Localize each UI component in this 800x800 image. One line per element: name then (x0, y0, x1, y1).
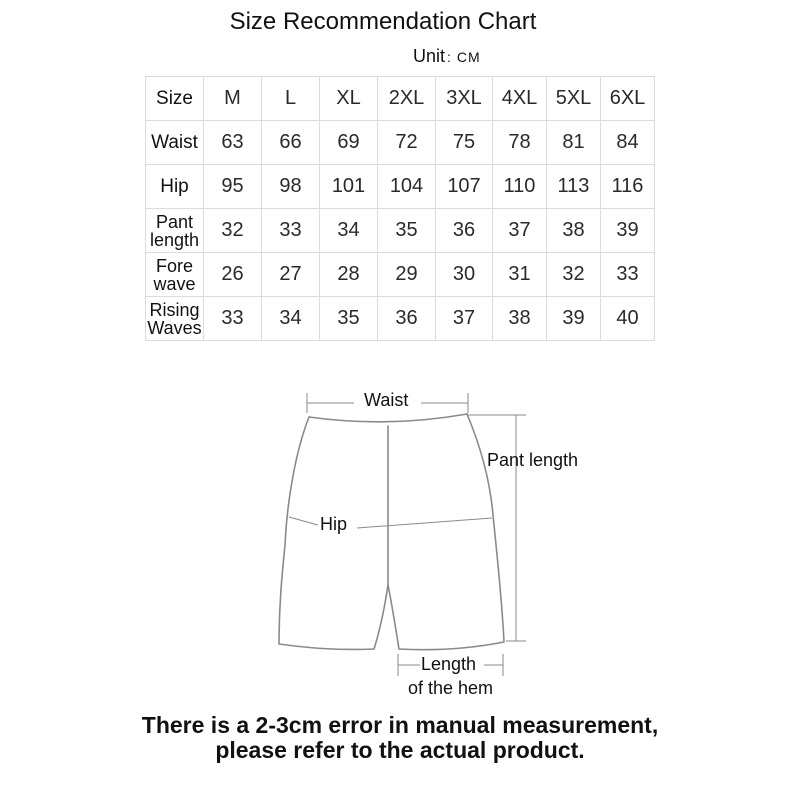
table-cell: 63 (204, 121, 262, 165)
disclaimer-line1: There is a 2-3cm error in manual measurement, (141, 712, 659, 738)
table-cell: 38 (493, 297, 547, 341)
table-cell: 78 (493, 121, 547, 165)
table-cell: 72 (378, 121, 436, 165)
unit-value: CM (456, 49, 481, 65)
table-cell: 26 (204, 253, 262, 297)
size-header-cell: 3XL (436, 77, 493, 121)
chart-title: Size Recommendation Chart (229, 8, 537, 35)
waistband-outline (309, 414, 467, 422)
row-label-line: length (149, 229, 200, 250)
table-cell: 38 (547, 209, 601, 253)
hip-line-left (289, 517, 318, 525)
disclaimer-line2: please refer to the actual product. (215, 737, 585, 763)
table-cell: 104 (378, 165, 436, 209)
table-cell: 31 (493, 253, 547, 297)
table-cell: 33 (204, 297, 262, 341)
pant-length-label: Pant length (487, 450, 579, 470)
table-cell: 101 (320, 165, 378, 209)
table-cell: 37 (493, 209, 547, 253)
row-label-line: Fore (155, 255, 193, 276)
table-cell: 37 (436, 297, 493, 341)
table-cell: 40 (601, 297, 655, 341)
shorts-outline (279, 414, 504, 650)
table-cell: 84 (601, 121, 655, 165)
table-cell: 66 (262, 121, 320, 165)
table-cell: 39 (601, 209, 655, 253)
table-cell: 110 (493, 165, 547, 209)
row-label-line: Pant (155, 211, 194, 232)
hip-label: Hip (320, 514, 348, 534)
table-cell: 33 (262, 209, 320, 253)
table-cell: 39 (547, 297, 601, 341)
size-header-cell: M (204, 77, 262, 121)
table-cell: 75 (436, 121, 493, 165)
waist-label: Waist (364, 390, 409, 410)
row-label: Hip (146, 165, 204, 209)
table-cell: 116 (601, 165, 655, 209)
table-cell: 36 (378, 297, 436, 341)
table-cell: 29 (378, 253, 436, 297)
size-header-cell: 6XL (601, 77, 655, 121)
table-cell: 27 (262, 253, 320, 297)
table-cell: 30 (436, 253, 493, 297)
table-cell: 95 (204, 165, 262, 209)
table-cell: 32 (547, 253, 601, 297)
row-label-line: Waves (147, 317, 202, 338)
row-label: Waist (146, 121, 204, 165)
size-header-cell: 5XL (547, 77, 601, 121)
size-header-cell: XL (320, 77, 378, 121)
table-cell: 34 (262, 297, 320, 341)
size-header-cell: L (262, 77, 320, 121)
size-header-label: Size (146, 77, 204, 121)
table-cell: 81 (547, 121, 601, 165)
table-cell: 36 (436, 209, 493, 253)
size-header-cell: 4XL (493, 77, 547, 121)
table-cell: 35 (320, 297, 378, 341)
unit-separator: : (447, 49, 451, 65)
size-header-cell: 2XL (378, 77, 436, 121)
hem-label-line1: Length (421, 654, 477, 674)
unit-label: Unit (413, 46, 446, 66)
table-cell: 33 (601, 253, 655, 297)
table-cell: 107 (436, 165, 493, 209)
hem-label-line2: of the hem (408, 678, 494, 698)
table-cell: 69 (320, 121, 378, 165)
table-cell: 113 (547, 165, 601, 209)
table-cell: 34 (320, 209, 378, 253)
table-cell: 28 (320, 253, 378, 297)
table-cell: 35 (378, 209, 436, 253)
table-cell: 32 (204, 209, 262, 253)
hip-line-right (357, 518, 492, 528)
row-label-line: wave (153, 273, 196, 294)
row-label-line: Rising (149, 299, 200, 320)
table-cell: 98 (262, 165, 320, 209)
